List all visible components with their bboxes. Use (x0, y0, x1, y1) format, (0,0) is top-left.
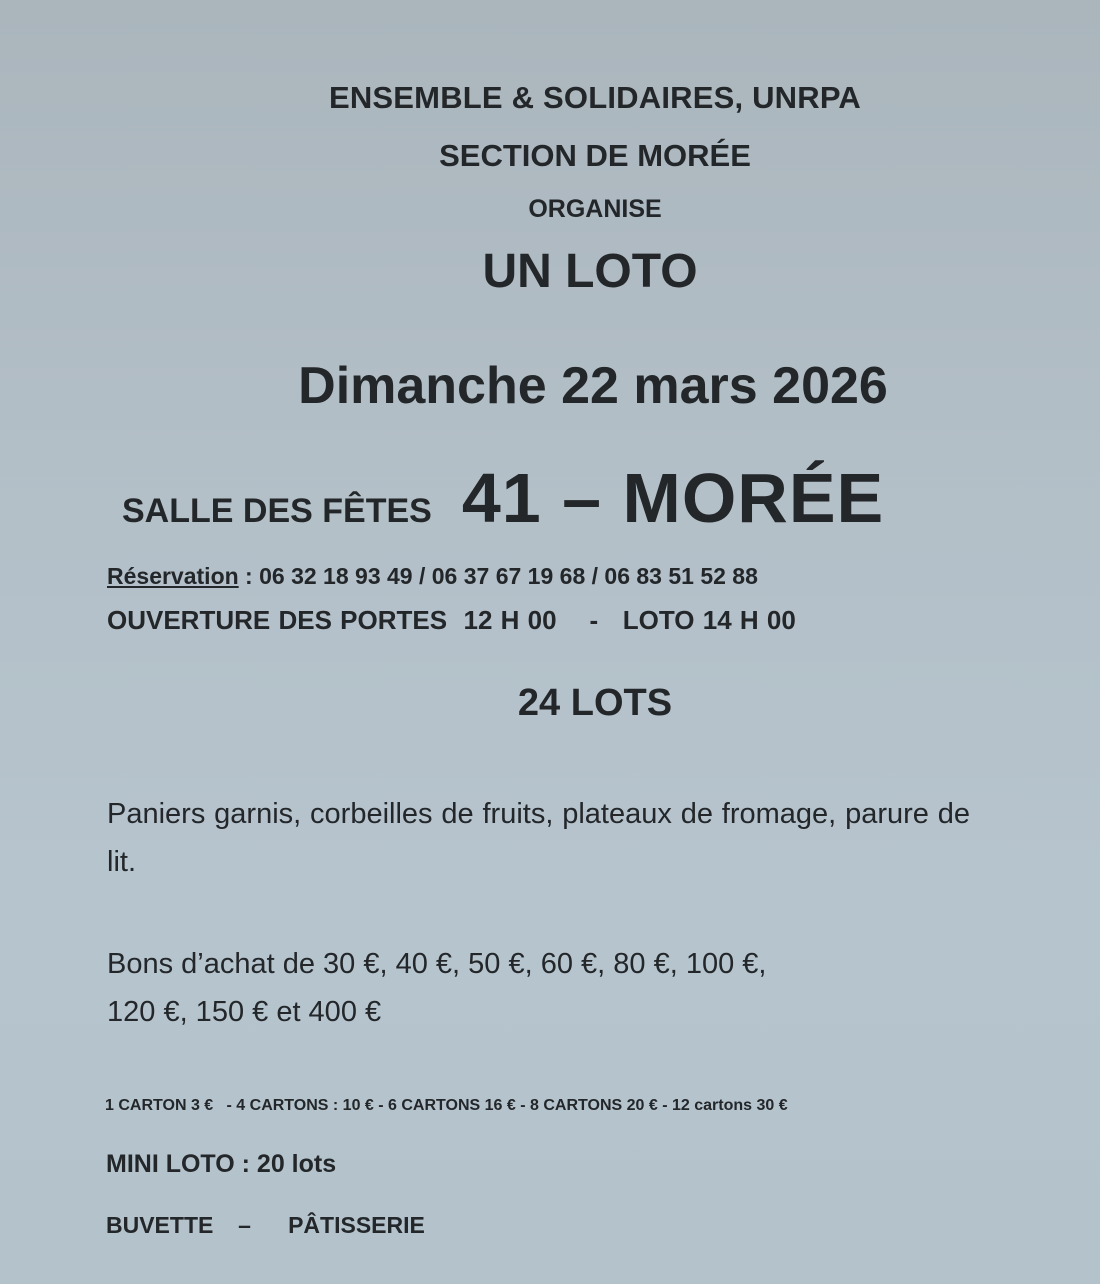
venue-city: 41 – MORÉE (461, 459, 885, 537)
vouchers-block (107, 940, 970, 1036)
organizer-name: ENSEMBLE & SOLIDAIRES, UNRPA (328, 80, 862, 115)
reservation-phones: : 06 32 18 93 49 / 06 37 67 19 68 / 06 83 51 52 88 (238, 563, 758, 589)
reservation-label: Réservation (107, 563, 239, 589)
venue-row (122, 458, 884, 538)
venue-name: SALLE DES FÊTES (122, 492, 432, 530)
mini-loto: MINI LOTO : 20 lots (106, 1150, 337, 1178)
prizes-description: Paniers garnis, corbeilles de fruits, plateaux de fromage, parure de lit. (107, 798, 970, 878)
vouchers-line-1: Bons d’achat de 30 €, 40 €, 50 €, 60 €, 80 €, 100 €, (107, 948, 767, 980)
carton-prices: 1 CARTON 3 € - 4 CARTONS : 10 € - 6 CARTONS 16 € - 8 CARTONS 20 € - 12 cartons 30 € (105, 1097, 788, 1114)
event-title: UN LOTO (482, 245, 698, 298)
organise-label: ORGANISE (528, 195, 662, 223)
vouchers-line-2: 120 €, 150 € et 400 € (107, 996, 382, 1028)
reservation-line (107, 563, 758, 590)
organizer-section: SECTION DE MORÉE (439, 138, 751, 173)
lots-count: 24 LOTS (517, 682, 673, 724)
opening-hours: OUVERTURE DES PORTES 12 H 00 - LOTO 14 H 00 (107, 605, 796, 635)
buvette-patisserie: BUVETTE – PÂTISSERIE (106, 1212, 425, 1238)
event-date: Dimanche 22 mars 2026 (298, 357, 888, 415)
